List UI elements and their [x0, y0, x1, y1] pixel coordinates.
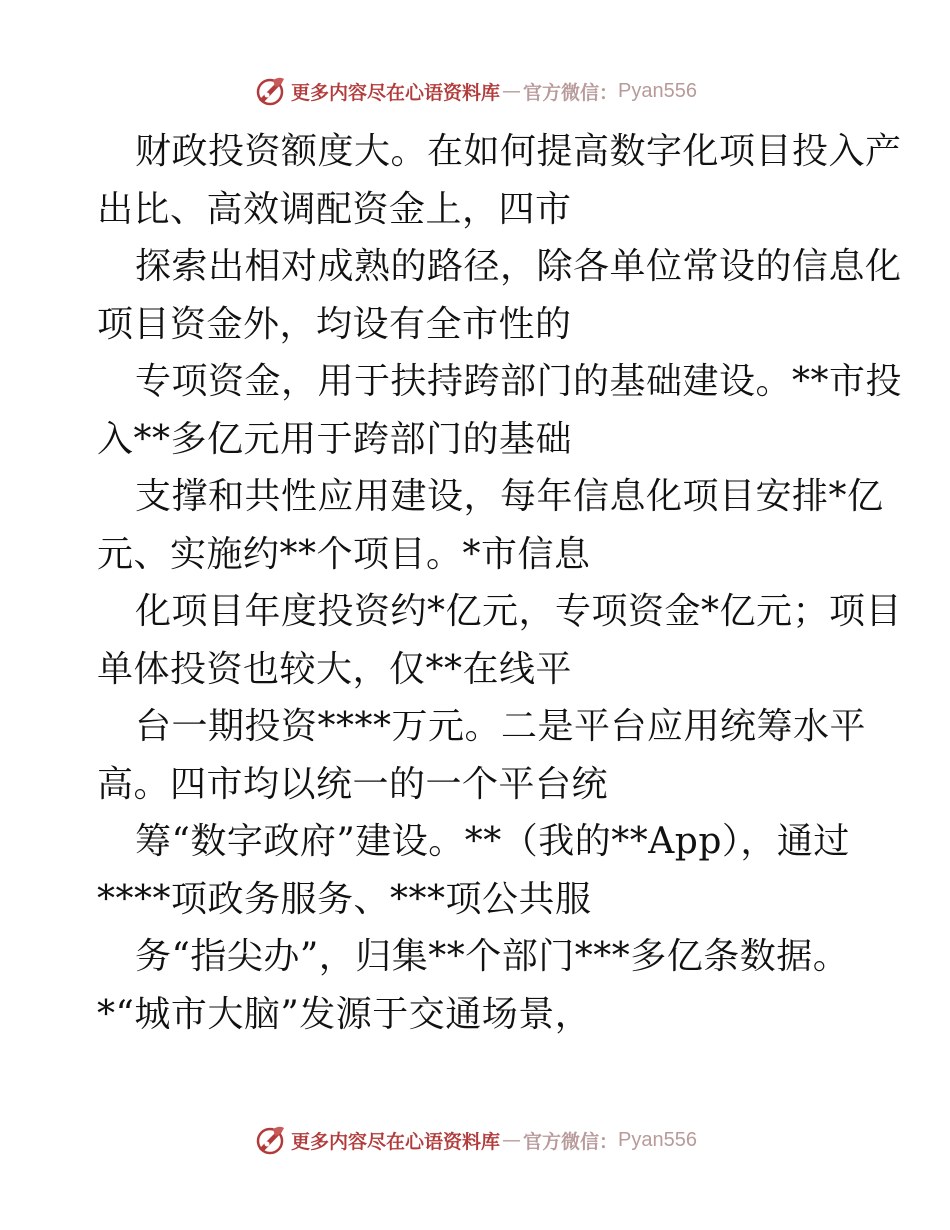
body-line: 务“指尖办”，归集**个部门***多亿条数据。 — [135, 936, 850, 977]
watermark-brand-text: 更多内容尽在心语资料库 — [291, 81, 501, 104]
watermark-wechat-id: Pyan556 — [618, 79, 697, 102]
body-line: 财政投资额度大。在如何提高数字化项目投入产 — [135, 131, 902, 172]
body-line: 台一期投资****万元。二是平台应用统筹水平 — [135, 706, 867, 747]
body-line: 单体投资也较大，仅**在线平 — [97, 648, 573, 690]
footer-watermark — [0, 1120, 950, 1160]
watermark-official-label: 官方微信： — [523, 1130, 619, 1153]
body-line: *“城市大脑”发源于交通场景， — [97, 993, 592, 1035]
body-line: 出比、高效调配资金上，四市 — [97, 188, 572, 230]
body-line: ****项政务服务、***项公共服 — [97, 878, 592, 920]
body-line: 专项资金，用于扶持跨部门的基础建设。**市投 — [135, 361, 903, 402]
quill-logo-icon — [253, 74, 287, 108]
body-line: 入**多亿元用于跨部门的基础 — [97, 418, 573, 460]
document-body — [97, 123, 903, 1043]
watermark-wechat-id: Pyan556 — [618, 1128, 697, 1151]
body-line: 探索出相对成熟的路径，除各单位常设的信息化 — [135, 246, 902, 287]
watermark-official-label: 官方微信： — [523, 81, 619, 104]
body-line: 支撑和共性应用建设，每年信息化项目安排*亿 — [135, 476, 884, 517]
body-line: 项目资金外，均设有全市性的 — [97, 303, 572, 345]
header-watermark — [0, 71, 950, 111]
watermark-dash: — — [502, 1129, 522, 1151]
body-line: 化项目年度投资约*亿元，专项资金*亿元；项目 — [135, 591, 903, 632]
body-line: 高。四市均以统一的一个平台统 — [97, 763, 609, 805]
body-line: 元、实施约**个项目。*市信息 — [97, 533, 591, 575]
quill-logo-icon — [253, 1123, 287, 1157]
watermark-brand-text: 更多内容尽在心语资料库 — [291, 1130, 501, 1153]
body-line: 筹“数字政府”建设。**（我的**App），通过 — [135, 821, 850, 862]
watermark-dash: — — [502, 80, 522, 102]
